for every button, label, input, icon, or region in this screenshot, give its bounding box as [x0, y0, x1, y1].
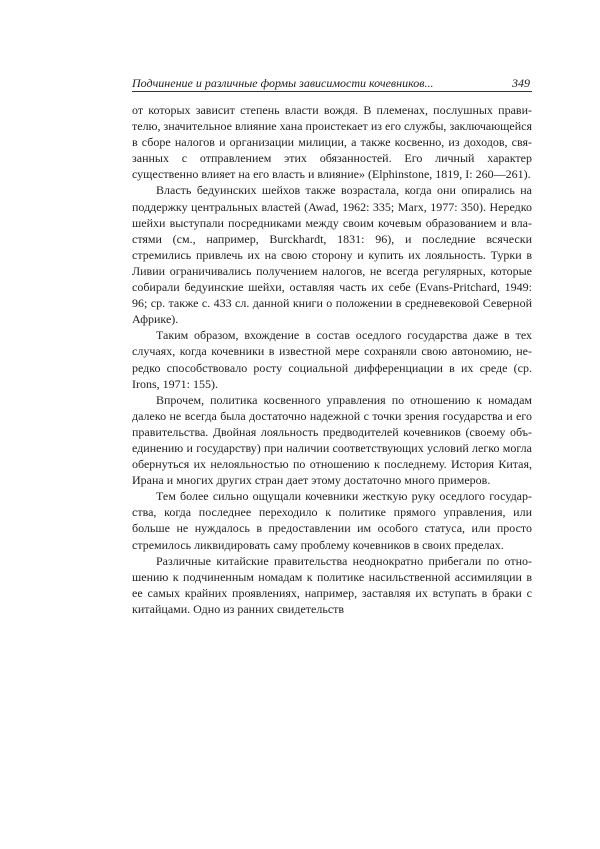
body-text [132, 102, 532, 617]
page-number: 349 [512, 76, 530, 90]
paragraph: Впрочем, политика косвенного управления по отношению к номадам далеко не всегда была достаточно надежной с точки зрения государства и его правительства. Двойная лояльность предводителей кочевников (своему объединению и государству) при наличии соответствующих условий легко могла обернуться их нелояльностью по отношению к последнему. История Китая, Ирана и многих других стран дает этому достаточно много примеров. [132, 392, 532, 488]
paragraph: Таким образом, вхождение в состав оседлого государства даже в тех случаях, когда кочевники в известной мере сохраняли свою автономию, нередко способствовало росту социальной дифференциации в их среде (ср. Irons, 1971: 155). [132, 328, 532, 391]
paragraph-continuation: от которых зависит степень власти вождя. В племенах, послушных правителю, значительное влияние хана проистекает из его службы, заключающейся в сборе налогов и организации милиции, а также косвенно, из доходов, связанных с отправлением этих обязанностей. Его личный характер существенно влияет на его власть и влияние» (Elphinstone, 1819, I: 260—261). [132, 103, 532, 182]
running-header [132, 75, 532, 92]
paragraph: Власть бедуинских шейхов также возрастала, когда они опирались на поддержку центральных властей (Awad, 1962: 335; Marx, 1977: 350). Нередко шейхи выступали посредниками между своим кочевым образованием и властями (см., например, Burckhardt, 1831: 96), и последние всячески стремились привлечь их на свою сторону и купить их лояльность. Турки в Ливии ограничивались получением налогов, не всегда регулярных, которые собирали бедуинские шейхи, оставляя часть их себе (Evans-Pritchard, 1949: 96; ср. также с. 433 сл. данной книги о положении в средневековой Северной Африке). [132, 183, 532, 327]
paragraph: Тем более сильно ощущали кочевники жесткую руку оседлого государства, когда последнее переходило к политике прямого управления, или больше не нуждалось в предоставлении им особого статуса, или просто стремилось ликвидировать саму проблему кочевников в своих пределах. [132, 489, 532, 552]
paragraph: Различные китайские правительства неоднократно прибегали по отношению к подчиненным номадам к политике насильственной ассимиляции в ее самых крайних проявлениях, например, заставляя их вступать в браки с китайцами. Одно из ранних свидетельств [132, 553, 532, 616]
running-header-title: Подчинение и различные формы зависимости кочевников... [132, 76, 434, 90]
